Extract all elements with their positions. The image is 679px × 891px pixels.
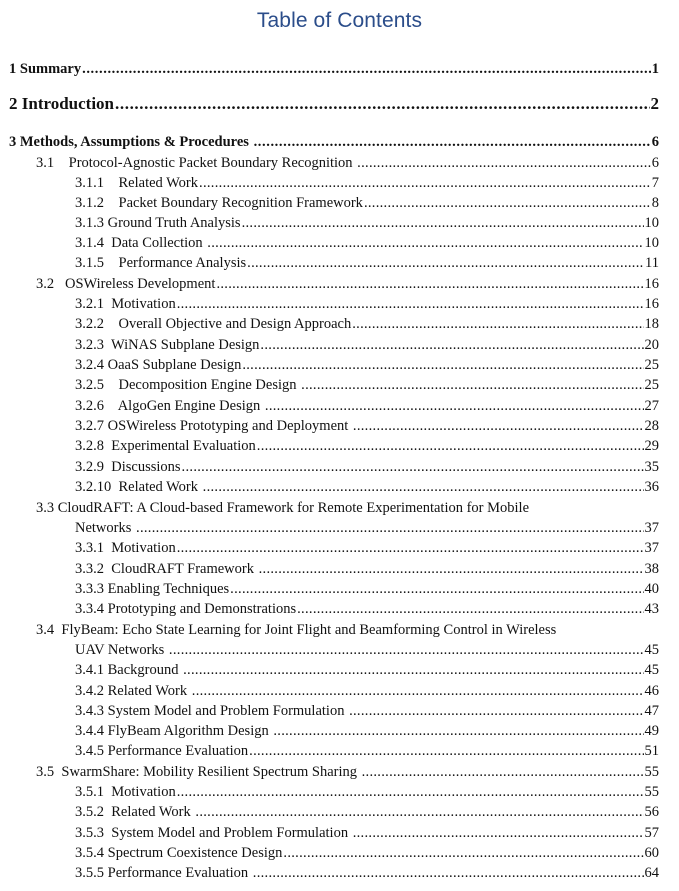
leader-dots [297, 600, 643, 618]
toc-entry-label: 3.5.3 System Model and Problem Formulation [75, 825, 352, 841]
toc-entry-label: 3.5.5 Performance Evaluation [75, 865, 252, 881]
toc-entry-page: 46 [644, 683, 659, 699]
toc-entry[interactable] [75, 702, 659, 720]
leader-dots [136, 519, 643, 537]
toc-entry[interactable] [75, 336, 659, 354]
toc-entry-page: 57 [644, 825, 659, 841]
toc-entry[interactable] [36, 763, 659, 781]
toc-entry[interactable] [75, 600, 659, 618]
leader-dots [273, 722, 643, 740]
toc-entry-page: 25 [644, 377, 659, 393]
toc-entry-heading-line[interactable]: 3.4 FlyBeam: Echo State Learning for Joint Flight and Beamforming Control in Wireless [36, 622, 557, 638]
leader-dots [177, 783, 644, 801]
toc-entry-label: 3.2.10 Related Work [75, 479, 202, 495]
toc-entry[interactable] [75, 844, 659, 862]
toc-entry-page: 7 [651, 175, 659, 191]
toc-entry-page: 35 [644, 459, 659, 475]
leader-dots [254, 133, 651, 151]
toc-entry-label: 3.1 Protocol-Agnostic Packet Boundary Recognition [36, 155, 357, 171]
toc-entry[interactable] [75, 580, 659, 598]
toc-entry-label: 3.4.4 FlyBeam Algorithm Design [75, 723, 273, 739]
toc-entry[interactable] [75, 458, 659, 476]
toc-entry[interactable] [75, 803, 659, 821]
leader-dots [169, 641, 644, 659]
toc-entry[interactable] [36, 154, 659, 172]
leader-dots [195, 803, 643, 821]
toc-entry-label: 3.4.3 System Model and Problem Formulation [75, 703, 349, 719]
toc-entry[interactable] [75, 315, 659, 333]
toc-entry-label: 3.2 OSWireless Development [36, 276, 216, 292]
toc-entry[interactable] [9, 60, 659, 78]
toc-entry-label: 3.3.2 CloudRAFT Framework [75, 561, 258, 577]
toc-entry-label: 3.1.1 Related Work [75, 175, 199, 191]
toc-entry-page: 11 [645, 255, 659, 271]
toc-entry[interactable] [75, 742, 659, 760]
leader-dots [357, 154, 651, 172]
toc-entry-page: 8 [651, 195, 659, 211]
leader-dots [283, 844, 643, 862]
leader-dots [230, 580, 643, 598]
leader-dots [349, 702, 643, 720]
toc-entry[interactable] [75, 295, 659, 313]
toc-entry[interactable] [75, 519, 659, 537]
toc-entry-page: 25 [644, 357, 659, 373]
toc-entry-label: 3.5 SwarmShare: Mobility Resilient Spectrum Sharing [36, 764, 361, 780]
leader-dots [242, 356, 643, 374]
leader-dots [253, 864, 644, 882]
toc-entry-label: 2 Introduction [9, 94, 115, 113]
toc-entry-label: UAV Networks [75, 642, 168, 658]
toc-entry-label: 3.1.3 Ground Truth Analysis [75, 215, 241, 231]
toc-entry-page: 40 [644, 581, 659, 597]
toc-entry[interactable] [9, 133, 659, 151]
toc-entry-label: 3.3.4 Prototyping and Demonstrations [75, 601, 297, 617]
leader-dots [203, 478, 644, 496]
toc-entry-page: 10 [644, 235, 659, 251]
toc-entry-label: 3 Methods, Assumptions & Procedures [9, 134, 253, 150]
toc-entry-page: 1 [651, 61, 659, 77]
toc-entry[interactable] [75, 356, 659, 374]
leader-dots [199, 174, 651, 192]
toc-entry-page: 10 [644, 215, 659, 231]
toc-entry-label: 3.2.9 Discussions [75, 459, 181, 475]
toc-entry-page: 29 [644, 438, 659, 454]
toc-entry[interactable] [75, 661, 659, 679]
toc-entry-label: 3.2.5 Decomposition Engine Design [75, 377, 301, 393]
leader-dots [207, 234, 643, 252]
toc-entry-label: 3.1.2 Packet Boundary Recognition Framework [75, 195, 363, 211]
leader-dots [257, 437, 644, 455]
leader-dots [259, 560, 644, 578]
toc-entry[interactable] [9, 94, 659, 114]
toc-entry-page: 38 [644, 561, 659, 577]
leader-dots [82, 60, 651, 78]
toc-entry[interactable] [75, 682, 659, 700]
toc-entry-label: 3.5.1 Motivation [75, 784, 176, 800]
toc-entry-label: 3.5.4 Spectrum Coexistence Design [75, 845, 283, 861]
toc-entry-page: 64 [644, 865, 659, 881]
toc-title: Table of Contents [256, 9, 423, 32]
toc-entry-page: 60 [644, 845, 659, 861]
toc-entry[interactable] [75, 397, 659, 415]
toc-entry-page: 2 [650, 94, 659, 113]
toc-entry-label: 3.4.5 Performance Evaluation [75, 743, 249, 759]
toc-entry-page: 55 [644, 784, 659, 800]
leader-dots [182, 458, 644, 476]
toc-entry-page: 47 [644, 703, 659, 719]
toc-entry-label: 3.3.1 Motivation [75, 540, 176, 556]
toc-entry-page: 36 [644, 479, 659, 495]
toc-entry-label: 3.2.2 Overall Objective and Design Approach [75, 316, 352, 332]
leader-dots [353, 824, 644, 842]
leader-dots [362, 763, 644, 781]
toc-entry-page: 18 [644, 316, 659, 332]
toc-entry-page: 16 [644, 276, 659, 292]
toc-entry-label: 3.3.3 Enabling Techniques [75, 581, 230, 597]
toc-entry-label: 3.4.2 Related Work [75, 683, 191, 699]
toc-entry-label: 3.2.6 AlgoGen Engine Design [75, 398, 264, 414]
leader-dots [115, 94, 649, 114]
leader-dots [364, 194, 651, 212]
toc-entry[interactable] [75, 214, 659, 232]
toc-entry-label: 3.2.8 Experimental Evaluation [75, 438, 256, 454]
toc-entry[interactable] [75, 376, 659, 394]
toc-entry[interactable] [75, 254, 659, 272]
leader-dots [353, 417, 644, 435]
leader-dots [216, 275, 643, 293]
leader-dots [242, 214, 644, 232]
toc-entry-page: 51 [644, 743, 659, 759]
toc-entry-page: 20 [644, 337, 659, 353]
toc-entry-label: 3.1.5 Performance Analysis [75, 255, 247, 271]
leader-dots [265, 397, 644, 415]
toc-entry[interactable] [75, 437, 659, 455]
toc-entry[interactable] [75, 194, 659, 212]
toc-entry-label: 1 Summary [9, 61, 82, 77]
toc-entry-page: 43 [644, 601, 659, 617]
leader-dots [247, 254, 644, 272]
toc-entry-label: 3.5.2 Related Work [75, 804, 195, 820]
toc-entry-label: 3.2.1 Motivation [75, 296, 176, 312]
leader-dots [301, 376, 643, 394]
toc-entry-page: 28 [644, 418, 659, 434]
leader-dots [352, 315, 643, 333]
leader-dots [183, 661, 643, 679]
toc-entry-label: 3.2.4 OaaS Subplane Design [75, 357, 242, 373]
toc-entry[interactable] [75, 560, 659, 578]
toc-entry[interactable] [75, 783, 659, 801]
toc-entry[interactable] [75, 417, 659, 435]
toc-entry-page: 49 [644, 723, 659, 739]
toc-entry-page: 56 [644, 804, 659, 820]
toc-entry-page: 6 [651, 155, 659, 171]
leader-dots [249, 742, 643, 760]
toc-entry-label: 3.1.4 Data Collection [75, 235, 207, 251]
toc-entry-page: 55 [644, 764, 659, 780]
leader-dots [192, 682, 644, 700]
toc-entry-label: 3.4.1 Background [75, 662, 183, 678]
toc-entry-page: 45 [644, 662, 659, 678]
toc-entry[interactable] [75, 174, 659, 192]
toc-entry-label: 3.2.3 WiNAS Subplane Design [75, 337, 260, 353]
toc-entry-page: 16 [644, 296, 659, 312]
toc-entry[interactable] [75, 722, 659, 740]
toc-entry-label: 3.2.7 OSWireless Prototyping and Deployment [75, 418, 352, 434]
toc-entry[interactable] [75, 234, 659, 252]
toc-entry-page: 37 [644, 540, 659, 556]
toc-entry-page: 6 [651, 134, 659, 150]
toc-entry-page: 45 [644, 642, 659, 658]
toc-entry-heading-line[interactable]: 3.3 CloudRAFT: A Cloud-based Framework for Remote Experimentation for Mobile [36, 500, 530, 516]
toc-entry[interactable] [75, 539, 659, 557]
leader-dots [177, 295, 644, 313]
toc-entry[interactable] [75, 641, 659, 659]
toc-entry[interactable] [75, 478, 659, 496]
toc-entry-page: 37 [644, 520, 659, 536]
toc-entry-page: 27 [644, 398, 659, 414]
toc-entry[interactable] [75, 824, 659, 842]
leader-dots [177, 539, 644, 557]
toc-entry[interactable] [75, 864, 659, 882]
leader-dots [260, 336, 643, 354]
toc-entry-label: Networks [75, 520, 136, 536]
toc-entry[interactable] [36, 275, 659, 293]
